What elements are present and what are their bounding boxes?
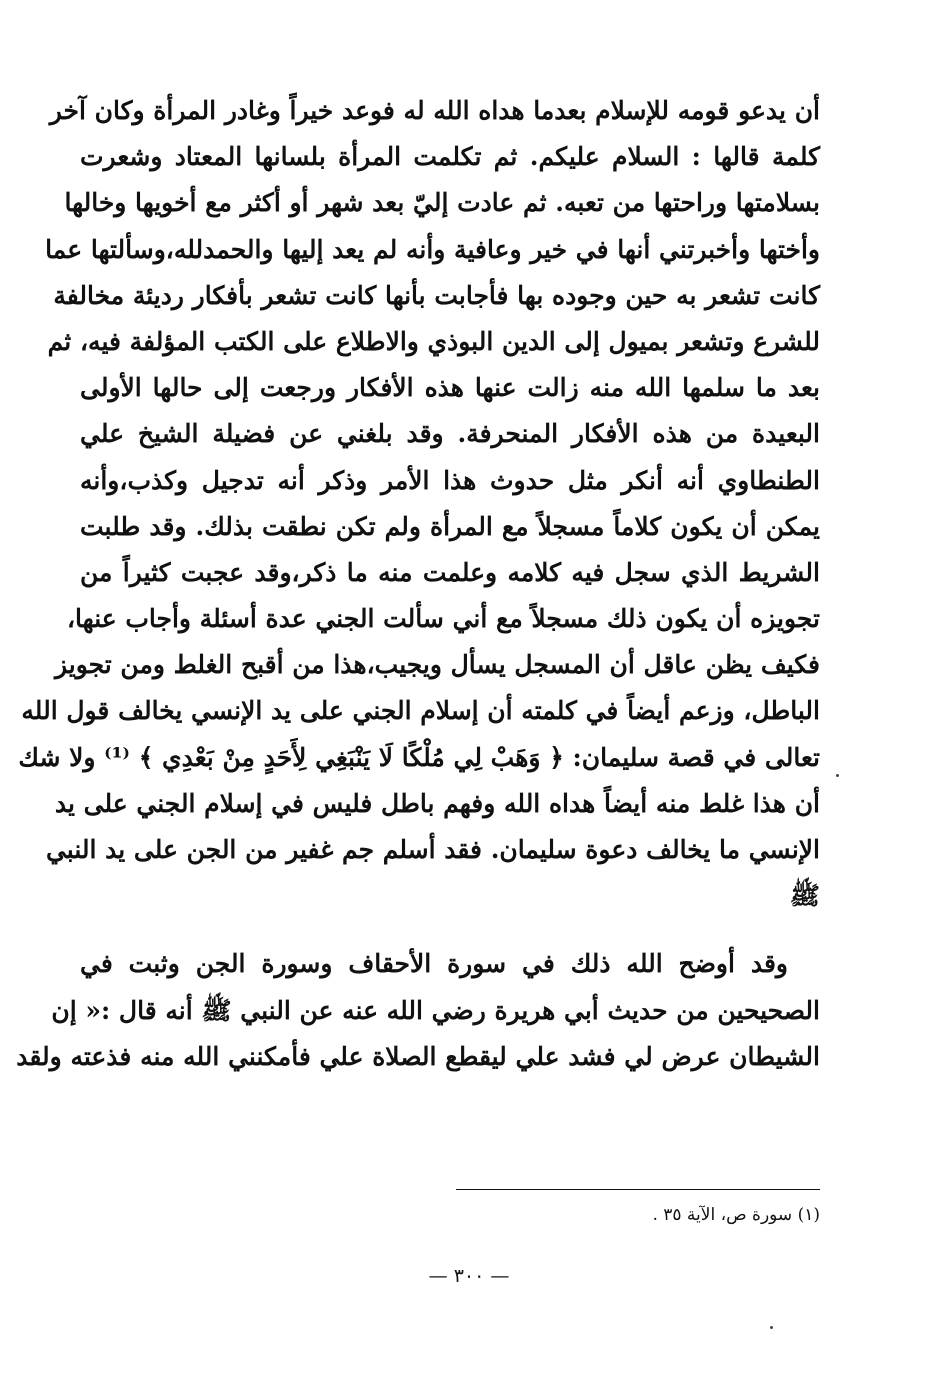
body-line-7: بعد ما سلمها الله منه زالت عنها هذه الأفكار ورجعت إلى حالها الأولى [80, 373, 820, 403]
page-number: — ٣٠٠ — [428, 1265, 510, 1287]
body-line-9: الطنطاوي أنه أنكر مثل حدوث هذا الأمر وذكر أنه تدجيل وكذب،وأنه [80, 465, 820, 495]
body-line-4: وأختها وأخبرتني أنها في خير وعافية وأنه لم يعد إليها والحمدلله،وسألتها عما [45, 234, 820, 264]
paragraph2-line-3: الشيطان عرض لي فشد علي ليقطع الصلاة علي فأمكنني الله منه فذعته ولقد [16, 1041, 820, 1071]
footnote-1: (١) سورة ص، الآية ٣٥ . [652, 1205, 820, 1225]
paragraph-gap [80, 919, 820, 941]
paragraph2-line-1: وقد أوضح الله ذلك في سورة الأحقاف وسورة الجن وثبت في [80, 949, 788, 979]
body-line-12: تجويزه أن يكون ذلك مسجلاً مع أني سألت الجني عدة أسئلة وأجاب عنها، [66, 604, 820, 634]
body-line-2: كلمة قالها : السلام عليكم. ثم تكلمت المرأة بلسانها المعتاد وشعرت [80, 142, 820, 172]
body-line-8: البعيدة من هذه الأفكار المنحرفة. وقد بلغني عن فضيلة الشيخ علي [80, 419, 820, 449]
body-line-14: الباطل، وزعم أيضاً في كلمته أن إسلام الجني على يد الإنسي يخالف قول الله [21, 696, 820, 726]
body-line-15: تعالى في قصة سليمان: ﴿ وَهَبْ لِي مُلْكًا لَا يَنْبَغِي لِأَحَدٍ مِنْ بَعْدِي ﴾ ⁽¹⁾ ولا شك [18, 742, 820, 772]
body-line-6: للشرع وتشعر بميول إلى الدين البوذي والاطلاع على الكتب المؤلفة فيه، ثم [47, 326, 820, 356]
body-line-5: كانت تشعر به حين وجوده بها فأجابت بأنها كانت تشعر بأفكار رديئة مخالفة [53, 280, 820, 310]
scan-speck [836, 774, 839, 777]
body-line-1: أن يدعو قومه للإسلام بعدما هداه الله له فوعد خيراً وغادر المرأة وكان آخر [49, 96, 820, 125]
footnote-separator [456, 1189, 820, 1190]
body-line-10: يمكن أن يكون كلاماً مسجلاً مع المرأة ولم تكن نطقت بذلك. وقد طلبت [80, 511, 820, 541]
body-line-16: أن هذا غلط منه أيضاً هداه الله وفهم باطل فليس في إسلام الجني على يد [54, 788, 820, 818]
book-page-body [16, 88, 820, 1080]
body-line-11: الشريط الذي سجل فيه كلامه وعلمت منه ما ذكر،وقد عجبت كثيراً من [80, 557, 820, 587]
paragraph2-line-2: الصحيحين من حديث أبي هريرة رضي الله عنه عن النبي ﷺ أنه قال :« إن [51, 995, 820, 1025]
body-line-3: بسلامتها وراحتها من تعبه. ثم عادت إليّ بعد شهر أو أكثر مع أخويها وخالها [64, 188, 820, 218]
body-line-17: الإنسي ما يخالف دعوة سليمان. فقد أسلم جم غفير من الجن على يد النبي [45, 835, 820, 864]
honorific-seal: ﷺ [789, 881, 820, 911]
body-line-13: فكيف يظن عاقل أن المسجل يسأل ويجيب،هذا من أقبح الغلط ومن تجويز [54, 650, 820, 680]
scan-speck [770, 1326, 773, 1329]
